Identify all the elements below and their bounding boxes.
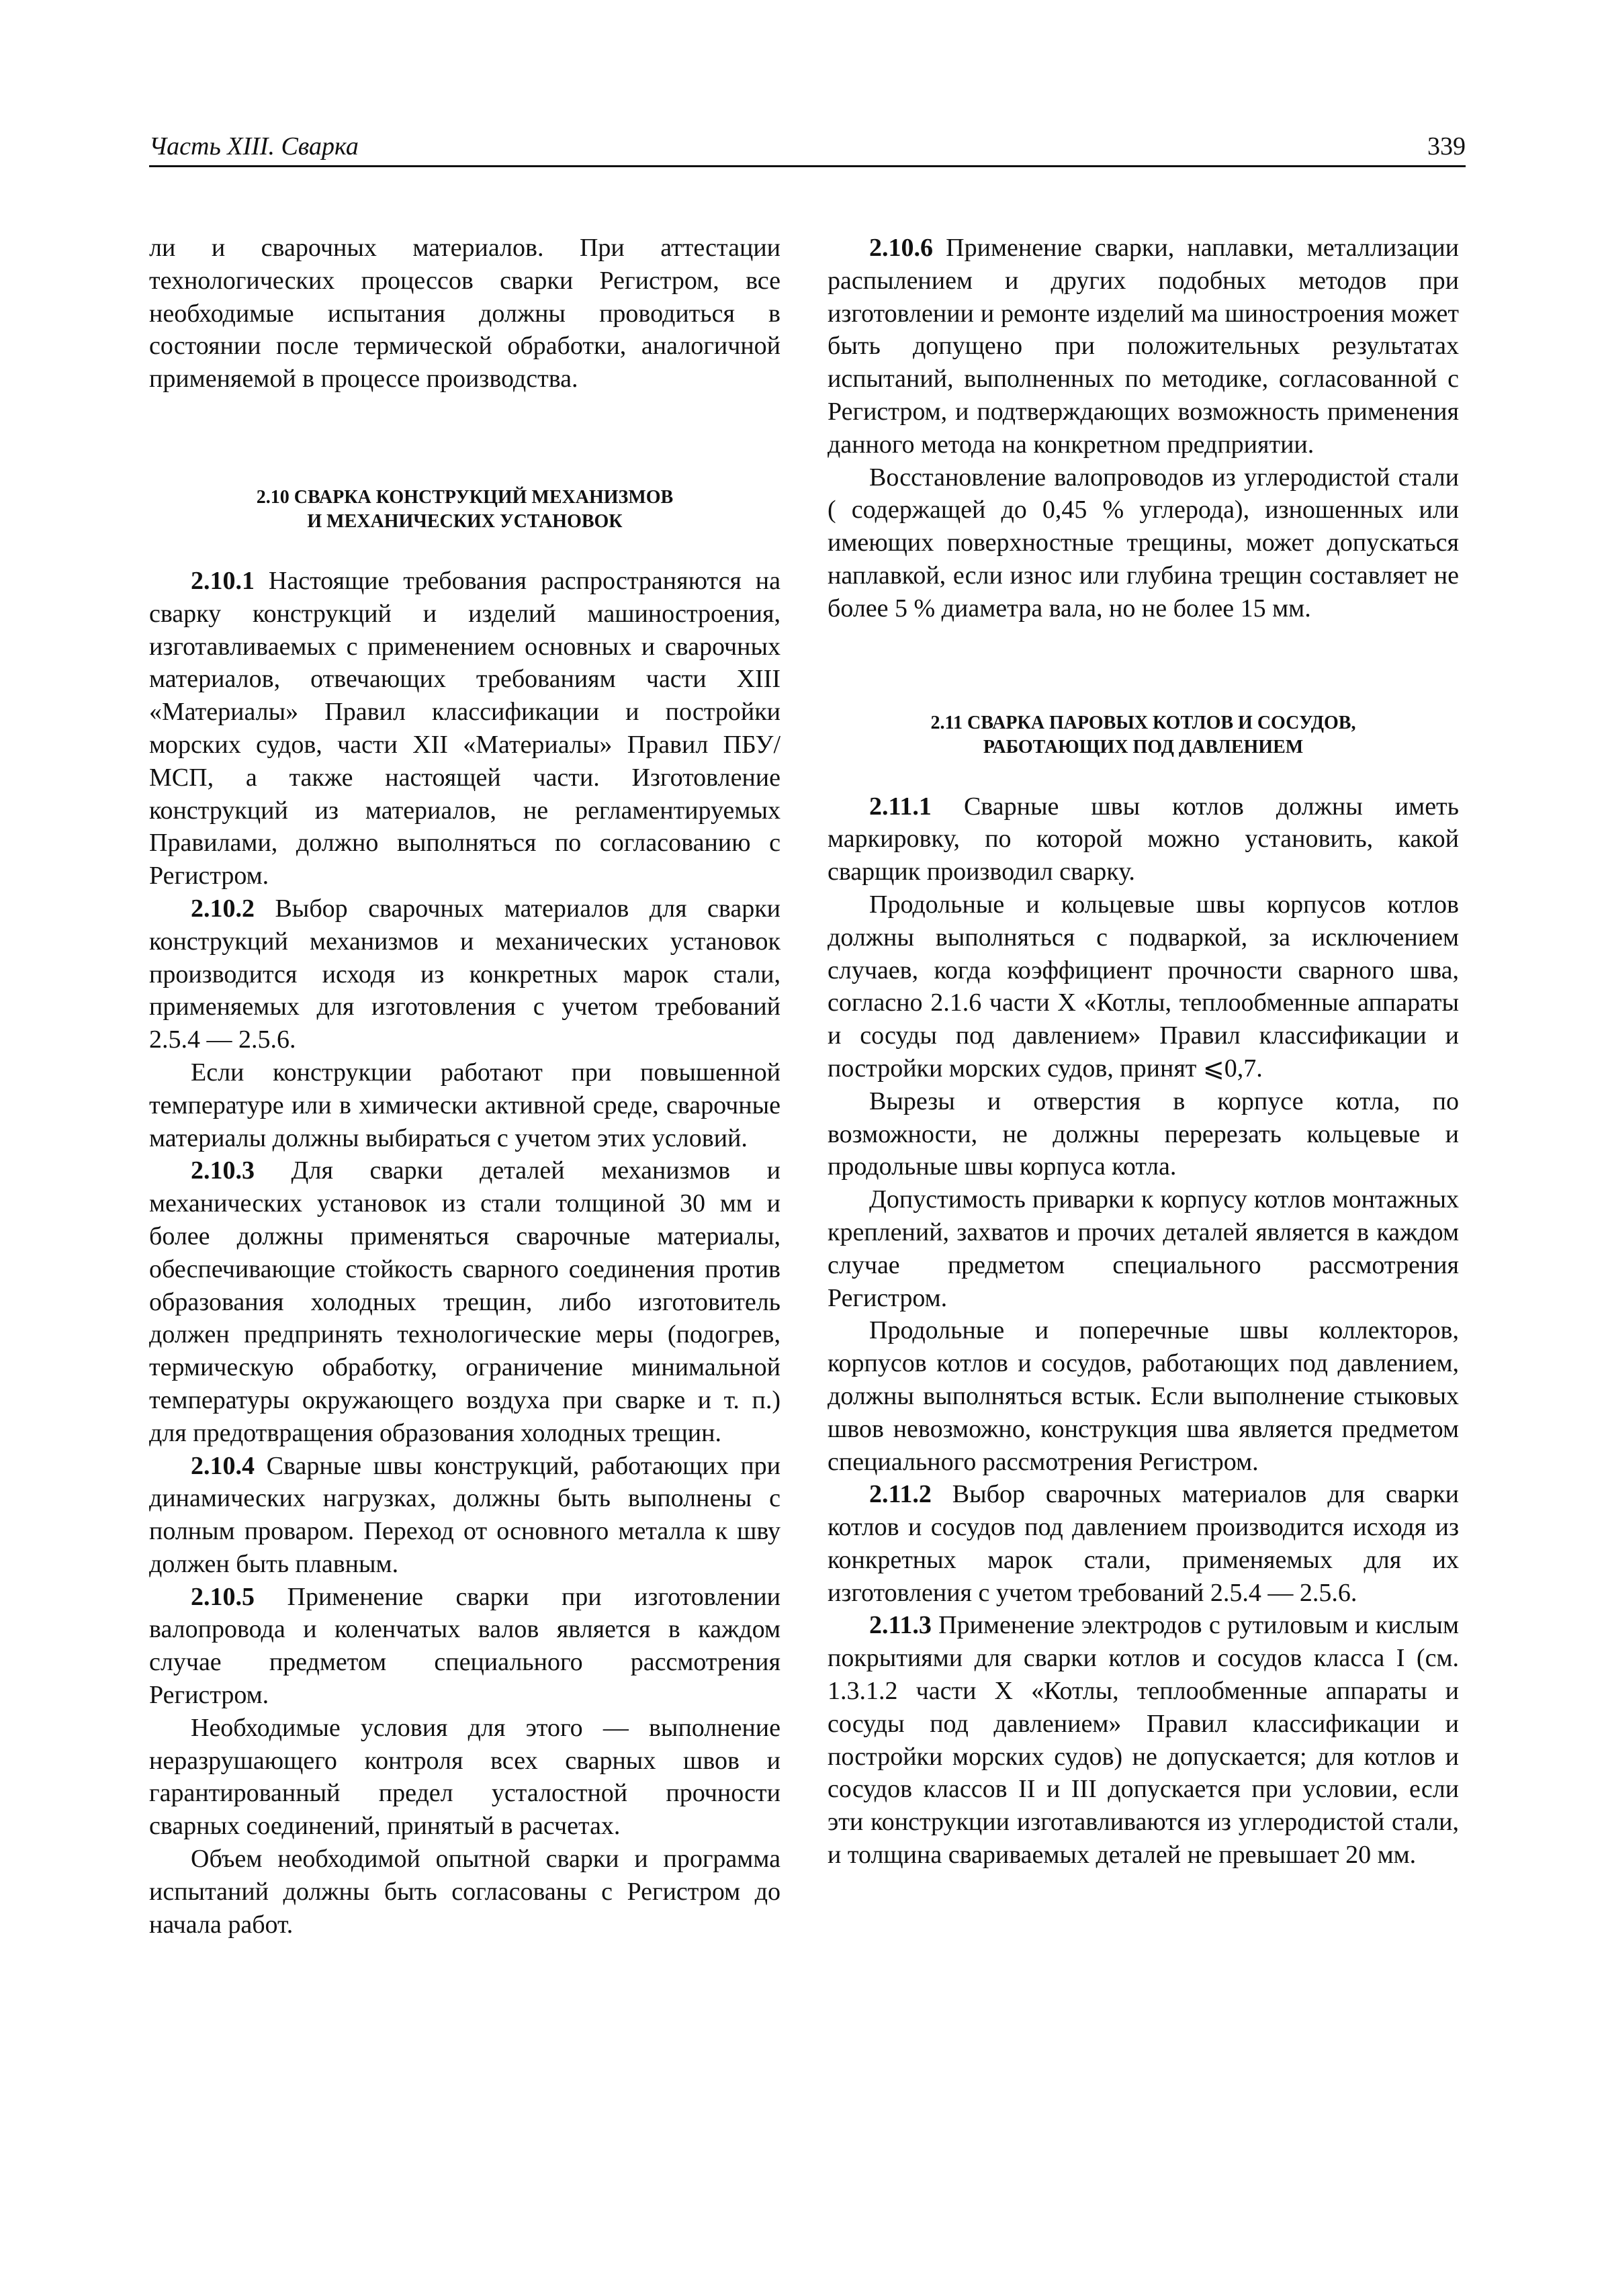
paragraph: Если конструкции работают при повышенной температуре или в химически активной среде, сварочные материалы должны выбираться с учетом этих условий. bbox=[149, 1058, 781, 1152]
paragraph-text: Применение сварки при изготовлении валопровода и коленчатых валов является в каждом случае предметом специального рассмотрения Регистром. bbox=[149, 1582, 781, 1710]
paragraph-number: 2.10.2 bbox=[191, 894, 255, 923]
paragraph: Продольные и поперечные швы коллекторов, корпусов котлов и сосудов, работающих под давлением, должны выполняться встык. Если выполнение стыковых швов невозможно, конструкция шва является предметом специального рассмотрения Регистром. bbox=[828, 1316, 1459, 1476]
running-title: Часть XIII. Сварка bbox=[149, 132, 359, 160]
paragraph-text: Сварные швы конструкций, работающих при динамических нагрузках, должны быть выполнены с полным проваром. Переход от основного металла к шву должен быть плавным. bbox=[149, 1451, 781, 1578]
left-column bbox=[149, 232, 781, 1941]
paragraph-number: 2.10.6 bbox=[869, 234, 933, 262]
paragraph-number: 2.10.3 bbox=[191, 1156, 255, 1185]
heading-line: И МЕХАНИЧЕСКИХ УСТАНОВОК bbox=[307, 510, 623, 532]
page-number: 339 bbox=[1427, 132, 1466, 160]
paragraph-number: 2.11.2 bbox=[869, 1480, 932, 1509]
paragraph-2-11-3 bbox=[828, 1609, 1459, 1871]
section-heading-2-10 bbox=[149, 486, 781, 534]
page-header bbox=[149, 125, 1466, 167]
paragraph-2-10-3 bbox=[149, 1154, 781, 1449]
paragraph-number: 2.11.3 bbox=[869, 1611, 932, 1640]
paragraph-text: Выбор сварочных материалов для сварки конструкций механизмов и механических установок производится исходя из конкретных марок стали, применяемых для изготовления с учетом требований 2.5.4 — 2.5.6. bbox=[149, 894, 781, 1054]
paragraph-text: Применение сварки, наплавки, металлизации распылением и других подобных методов при изготовлении и ремонте изделий ма шиностроения может быть допущено при положительных результатах испытаний, выполненных по методике, согласованной с Регистром, и подтверждающих возможность применения данного метода на конкретном предприятии. bbox=[828, 234, 1459, 459]
paragraph: Необходимые условия для этого — выполнение неразрушающего контроля всех сварных швов и гарантированный предел усталостной прочности сварных соединений, принятый в расчетах. bbox=[149, 1713, 781, 1841]
heading-line: РАБОТАЮЩИХ ПОД ДАВЛЕНИЕМ bbox=[983, 736, 1304, 757]
paragraph: Допустимость приварки к корпусу котлов монтажных креплений, захватов и прочих деталей является в каждом случае предметом специального рассмотрения Регистром. bbox=[828, 1185, 1459, 1312]
paragraph-text: Применение электродов с рутиловым и кислым покрытиями для сварки котлов и сосудов класса I (см. 1.3.1.2 части X «Котлы, теплообменные аппараты и сосуды под давлением» Правил классификации и постройки морских судов) не допускается; для котлов и сосудов классов II и III допускается при условии, если эти конструкции изготавливаются из углеродистой стали, и толщина свариваемых деталей не превышает 20 мм. bbox=[828, 1611, 1459, 1870]
paragraph-2-10-4 bbox=[149, 1450, 781, 1581]
paragraph-text: Для сварки деталей механизмов и механических установок из стали толщиной 30 мм и более должны применяться сварочные материалы, обеспечивающие стойкость сварного соединения против образования холодных трещин, либо изготовитель должен предпринять технологические меры (подогрев, термическую обработку, ограничение минимальной температуры окружающего воздуха при сварке и т. п.) для предотвращения образования холодных трещин. bbox=[149, 1156, 781, 1447]
paragraph-number: 2.10.4 bbox=[191, 1451, 255, 1480]
paragraph-2-10-1 bbox=[149, 565, 781, 892]
paragraph-2-10-6 bbox=[828, 232, 1459, 461]
paragraph: ли и сварочных материалов. При аттестации технологических процессов сварки Регистром, все необходимые испытания должны проводиться в состоянии после термической обработки, аналогичной применяемой в процессе производства. bbox=[149, 234, 781, 394]
section-heading-2-11 bbox=[828, 711, 1459, 760]
paragraph-2-10-2 bbox=[149, 892, 781, 1056]
paragraph: Объем необходимой опытной сварки и программа испытаний должны быть согласованы с Регистром до начала работ. bbox=[149, 1845, 781, 1939]
heading-line: 2.10 СВАРКА КОНСТРУКЦИЙ МЕХАНИЗМОВ bbox=[256, 486, 674, 508]
paragraph: Продольные и кольцевые швы корпусов котлов должны выполняться с подваркой, за исключением случаев, когда коэффициент прочности сварного шва, согласно 2.1.6 части X «Котлы, теплообменные аппараты и сосуды под давлением» Правил классификации и постройки морских судов, принят ⩽0,7. bbox=[828, 890, 1459, 1083]
paragraph-number: 2.11.1 bbox=[869, 792, 932, 821]
paragraph-text: Выбор сварочных материалов для сварки котлов и сосудов под давлением производится исходя из конкретных марок стали, применяемых для их изготовления с учетом требований 2.5.4 — 2.5.6. bbox=[828, 1480, 1459, 1607]
paragraph-number: 2.10.5 bbox=[191, 1582, 255, 1611]
paragraph-2-10-5 bbox=[149, 1581, 781, 1712]
paragraph-number: 2.10.1 bbox=[191, 566, 255, 595]
paragraph-text: Сварные швы котлов должны иметь маркировку, по которой можно установить, какой сварщик производил сварку. bbox=[828, 792, 1459, 886]
paragraph: Вырезы и отверстия в корпусе котла, по возможности, не должны перерезать кольцевые и продольные швы корпуса котла. bbox=[828, 1087, 1459, 1181]
paragraph: Восстановление валопроводов из углеродистой стали ( содержащей до 0,45 % углерода), изношенных или имеющих поверхностные трещины, может допускаться наплавкой, если износ или глубина трещин составляет не более 5 % диаметра вала, но не более 15 мм. bbox=[828, 463, 1459, 623]
paragraph-text: Настоящие требования распространяются на сварку конструкций и изделий машиностроения, изготавливаемых с применением основных и сварочных материалов, отвечающих требованиям части XIII «Материалы» Правил классификации и постройки морских судов, части XII «Материалы» Правил ПБУ/МСП, а также настоящей части. Изготовление конструкций из материалов, не регламентируемых Правилами, должно выполняться по согласованию с Регистром. bbox=[149, 566, 781, 890]
paragraph-2-11-1 bbox=[828, 790, 1459, 888]
paragraph-2-11-2 bbox=[828, 1478, 1459, 1609]
heading-line: 2.11 СВАРКА ПАРОВЫХ КОТЛОВ И СОСУДОВ, bbox=[930, 712, 1356, 733]
right-column bbox=[828, 232, 1459, 1872]
